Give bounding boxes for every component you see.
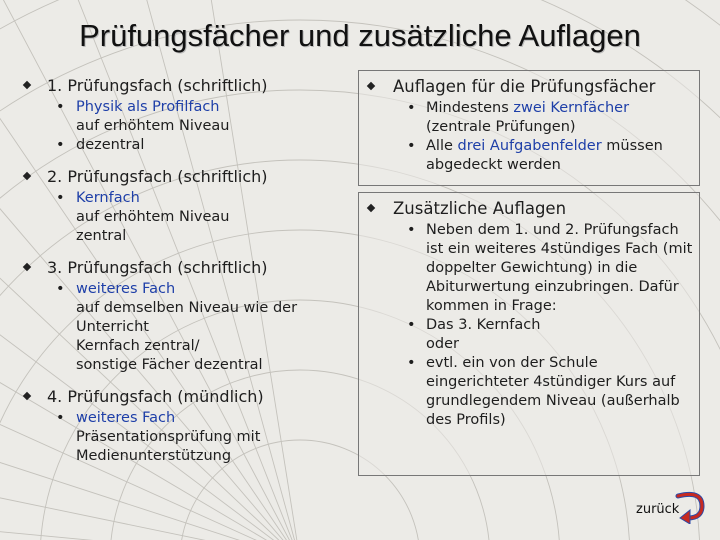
list-item: • Das 3. Kernfach (407, 317, 541, 333)
list-item: Präsentationsprüfung mit Medienunterstützung (76, 429, 261, 464)
exam-subject-2-heading (22, 167, 342, 186)
list-item: • weiteres Fach (56, 281, 176, 297)
page-title: Prüfungsfächer und zusätzliche Auflagen (79, 18, 641, 53)
list-item: auf erhöhtem Niveau (76, 209, 230, 225)
list-item: • Mindestens zwei Kernfächer (zentrale Prüfungen) (407, 100, 630, 135)
diamond-bullet-icon (23, 172, 31, 180)
exam-subject-2-label: 2. Prüfungsfach (schriftlich) (47, 167, 268, 186)
list-item: • weiteres Fach (56, 410, 176, 426)
exam-subject-4-heading (22, 387, 342, 406)
additional-requirements-box (358, 192, 700, 476)
diamond-bullet-icon (367, 82, 375, 90)
list-item: • Physik als Profilfach (56, 99, 220, 115)
back-link[interactable]: zurück (636, 502, 680, 517)
bullet-dot-icon: • (407, 222, 416, 238)
exam-subject-3-label: 3. Prüfungsfach (schriftlich) (47, 258, 268, 277)
list-item: • Kernfach (56, 190, 140, 206)
bullet-dot-icon: • (407, 355, 416, 371)
diamond-bullet-icon (23, 392, 31, 400)
list-item: • dezentral (56, 137, 145, 153)
requirements-box (358, 70, 700, 186)
exam-subject-1-label: 1. Prüfungsfach (schriftlich) (47, 76, 268, 95)
requirements-heading: Auflagen für die Prüfungsfächer (359, 77, 699, 96)
list-item: oder (426, 336, 459, 352)
bullet-dot-icon: • (407, 317, 416, 333)
diamond-bullet-icon (367, 204, 375, 212)
bullet-dot-icon: • (56, 99, 65, 115)
exam-subject-1-heading (22, 76, 342, 95)
list-item: Kernfach zentral/ (76, 338, 200, 354)
list-item: auf erhöhtem Niveau (76, 118, 230, 134)
diamond-bullet-icon (23, 263, 31, 271)
exam-subject-4-label: 4. Prüfungsfach (mündlich) (47, 387, 264, 406)
curved-return-arrow-icon[interactable] (672, 488, 708, 524)
additional-requirements-heading: Zusätzliche Auflagen (359, 199, 695, 218)
exam-subject-3-heading (22, 258, 342, 277)
bullet-dot-icon: • (56, 190, 65, 206)
list-item: zentral (76, 228, 127, 244)
list-item: • Alle drei Aufgabenfelder müssen abgedeckt werden (407, 138, 663, 173)
list-item: sonstige Fächer dezentral (76, 357, 263, 373)
list-item: auf demselben Niveau wie der Unterricht (76, 300, 298, 335)
bullet-dot-icon: • (56, 137, 65, 153)
list-item: • Neben dem 1. und 2. Prüfungsfach ist ein weiteres 4stündiges Fach (mit doppelter Gewichtung) in die Abiturwertung einzubringen. Dafür kommen in Frage: (407, 222, 693, 314)
diamond-bullet-icon (23, 81, 31, 89)
bullet-dot-icon: • (56, 281, 65, 297)
list-item: • evtl. ein von der Schule eingerichteter 4stündiger Kurs auf grundlegendem Niveau (außerhalb des Profils) (407, 355, 680, 428)
bullet-dot-icon: • (407, 100, 416, 116)
bullet-dot-icon: • (407, 138, 416, 154)
bullet-dot-icon: • (56, 410, 65, 426)
exam-subjects-list (22, 76, 342, 466)
